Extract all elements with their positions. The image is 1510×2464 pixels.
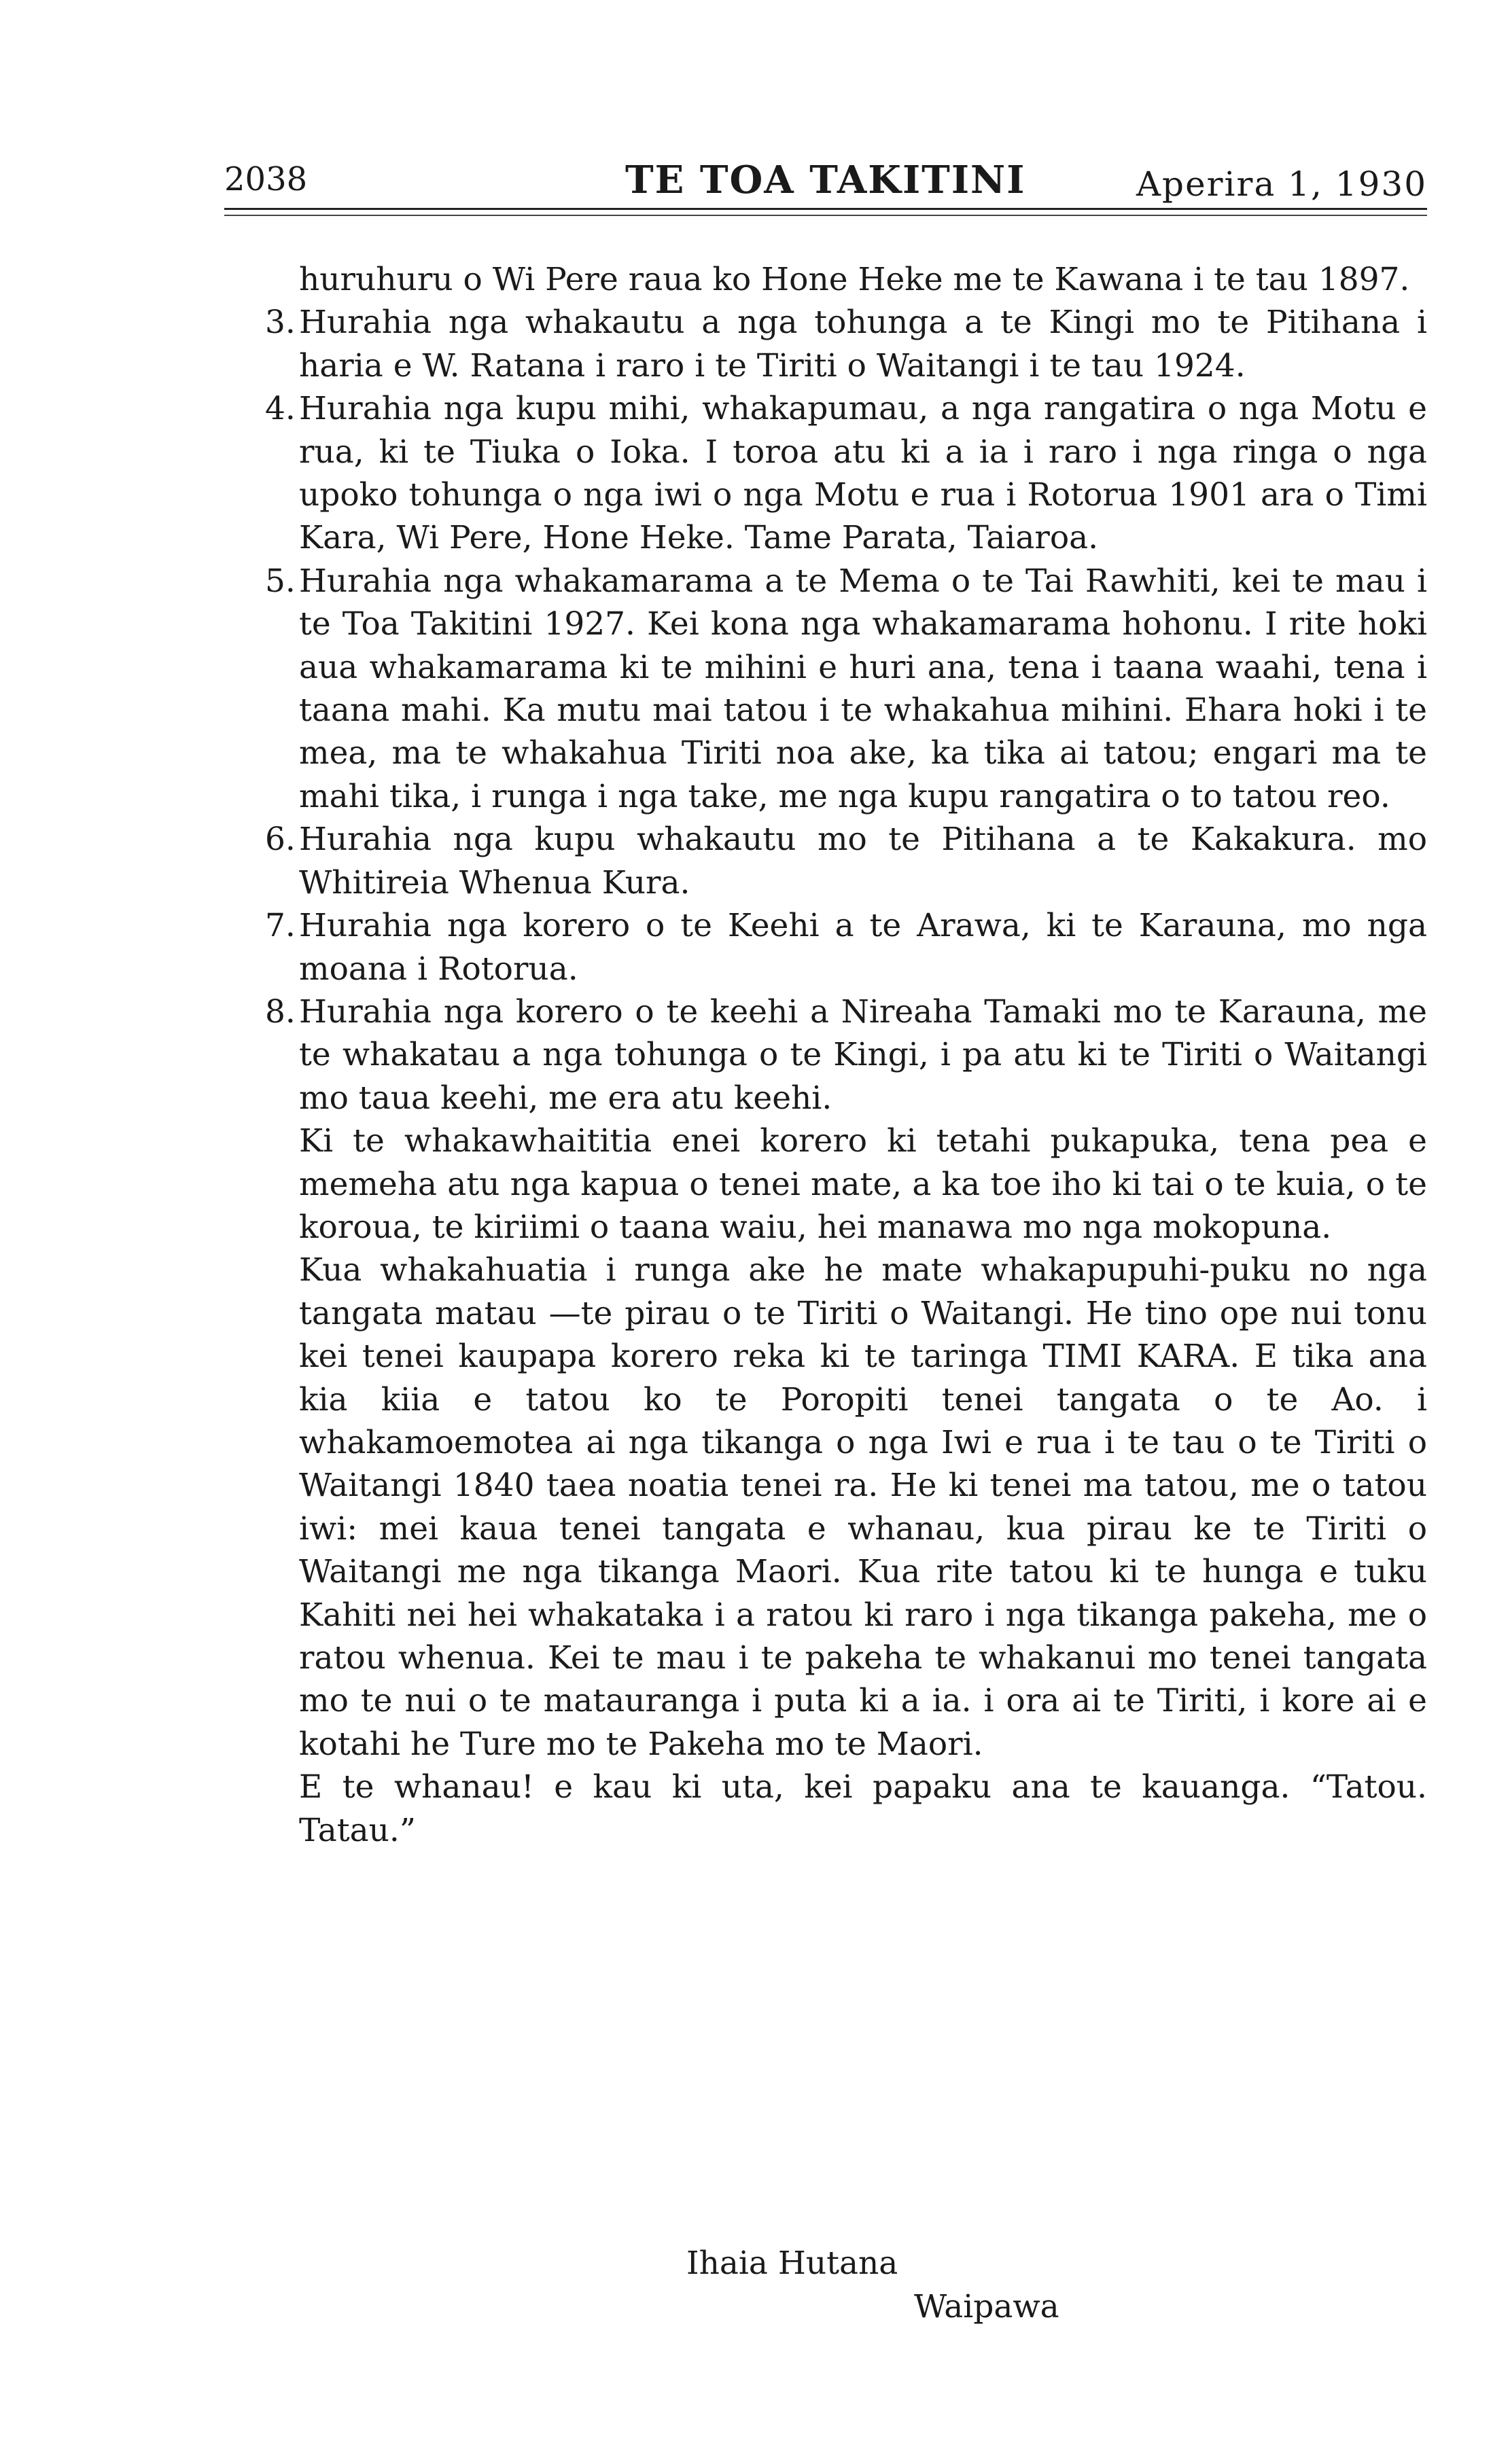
list-item: 5. Hurahia nga whakamarama a te Mema o te Tai Rawhiti, kei te mau i te Toa Takitini 1927. Kei kona nga whakamarama hohonu. I rite hoki aua whakamarama ki te mihini e huri ana, tena i taana waahi, tena i taana mahi. Ka mutu mai tatou i te whakahua mihini. Ehara hoki i te mea, ma te whakahua Tiriti noa ake, ka tika ai tatou; engari ma te mahi tika, i runga i nga take, me nga kupu rangatira o to tatou reo. xyxy=(265,562,1427,815)
body-paragraph: Ki te whakawhaititia enei korero ki tetahi pukapuka, tena pea e memeha atu nga kapua o tenei mate, a ka toe iho ki tai o te kuia, o te koroua, te kiriimi o taana waiu, hei manawa mo nga mokopuna. xyxy=(299,1122,1427,1246)
list-item-text: Hurahia nga korero o te keehi a Nireaha Tamaki mo te Karauna, me te whakatau a nga tohunga o te Kingi, i pa atu ki te Tiriti o Waitangi mo taua keehi, me era atu keehi. xyxy=(299,993,1427,1117)
signature-place: Waipawa xyxy=(914,2288,1059,2325)
publication-title: TE TOA TAKITINI xyxy=(625,158,1026,202)
list-item: 8. Hurahia nga korero o te keehi a Nireaha Tamaki mo te Karauna, me te whakatau a nga tohunga o te Kingi, i pa atu ki te Tiriti o Waitangi mo taua keehi, me era atu keehi. xyxy=(265,993,1427,1117)
list-item: 7. Hurahia nga korero o te Keehi a te Arawa, ki te Karauna, mo nga moana i Rotorua. xyxy=(265,907,1427,988)
list-item: 6. Hurahia nga kupu whakautu mo te Pitihana a te Kakakura. mo Whitireia Whenua Kura. xyxy=(265,821,1427,901)
list-item: 4. Hurahia nga kupu mihi, whakapumau, a nga rangatira o nga Motu e rua, ki te Tiuka o Ioka. I toroa atu ki a ia i raro i nga ringa o nga upoko tohunga o nga iwi o nga Motu e rua i Rotorua 1901 ara o Timi Kara, Wi Pere, Hone Heke. Tame Parata, Taiaroa. xyxy=(265,390,1427,557)
running-header xyxy=(224,160,1427,215)
list-item: 3. Hurahia nga whakautu a nga tohunga a te Kingi mo te Pitihana i haria e W. Ratana i raro i te Tiriti o Waitangi i te tau 1924. xyxy=(265,304,1427,385)
list-item-text: Hurahia nga whakamarama a te Mema o te Tai Rawhiti, kei te mau i te Toa Takitini 1927. Kei kona nga whakamarama hohonu. I rite hoki aua whakamarama ki te mihini e huri ana, tena i taana waahi, tena i taana mahi. Ka mutu mai tatou i te whakahua mihini. Ehara hoki i te mea, ma te whakahua Tiriti noa ake, ka tika ai tatou; engari ma te mahi tika, i runga i nga take, me nga kupu rangatira o to tatou reo. xyxy=(299,562,1427,815)
list-item-text: Hurahia nga korero o te Keehi a te Arawa, ki te Karauna, mo nga moana i Rotorua. xyxy=(299,907,1427,988)
closing-paragraph: E te whanau! e kau ki uta, kei papaku ana te kauanga. “Tatou. Tatau.” xyxy=(299,1768,1427,1849)
signature-name: Ihaia Hutana xyxy=(686,2245,898,2282)
issue-date: Aperira 1, 1930 xyxy=(1136,164,1427,204)
list-item-text: Hurahia nga whakautu a nga tohunga a te Kingi mo te Pitihana i haria e W. Ratana i raro i te Tiriti o Waitangi i te tau 1924. xyxy=(299,304,1427,385)
article-body xyxy=(265,258,1427,1852)
list-item-text: Hurahia nga kupu mihi, whakapumau, a nga rangatira o nga Motu e rua, ki te Tiuka o Ioka. I toroa atu ki a ia i raro i nga ringa o nga upoko tohunga o nga iwi o nga Motu e rua i Rotorua 1901 ara o Timi Kara, Wi Pere, Hone Heke. Tame Parata, Taiaroa. xyxy=(299,390,1427,557)
list-item-text: Hurahia nga kupu whakautu mo te Pitihana a te Kakakura. mo Whitireia Whenua Kura. xyxy=(299,821,1427,901)
body-paragraph: Kua whakahuatia i runga ake he mate whakapupuhi-puku no nga tangata matau —te pirau o te Tiriti o Waitangi. He tino ope nui tonu kei tenei kaupapa korero reka ki te taringa TIMI KARA. E tika ana kia kiia e tatou ko te Poropiti tenei tangata o te Ao. i whakamoemotea ai nga tikanga o nga Iwi e rua i te tau o te Tiriti o Waitangi 1840 taea noatia tenei ra. He ki tenei ma tatou, me o tatou iwi: mei kaua tenei tangata e whanau, kua pirau ke te Tiriti o Waitangi me nga tikanga Maori. Kua rite tatou ki te hunga e tuku Kahiti nei hei whakataka i a ratou ki raro i nga tikanga pakeha, me o ratou whenua. Kei te mau i te pakeha te whakanui mo tenei tangata mo te nui o te matauranga i puta ki a ia. i ora ai te Tiriti, i kore ai e kotahi he Ture mo te Pakeha mo te Maori. xyxy=(299,1251,1427,1763)
continuation-text: huruhuru o Wi Pere raua ko Hone Heke me te Kawana i te tau 1897. xyxy=(299,261,1410,298)
header-rule-secondary xyxy=(224,215,1427,216)
page-number: 2038 xyxy=(224,160,308,198)
header-rule xyxy=(224,208,1427,210)
